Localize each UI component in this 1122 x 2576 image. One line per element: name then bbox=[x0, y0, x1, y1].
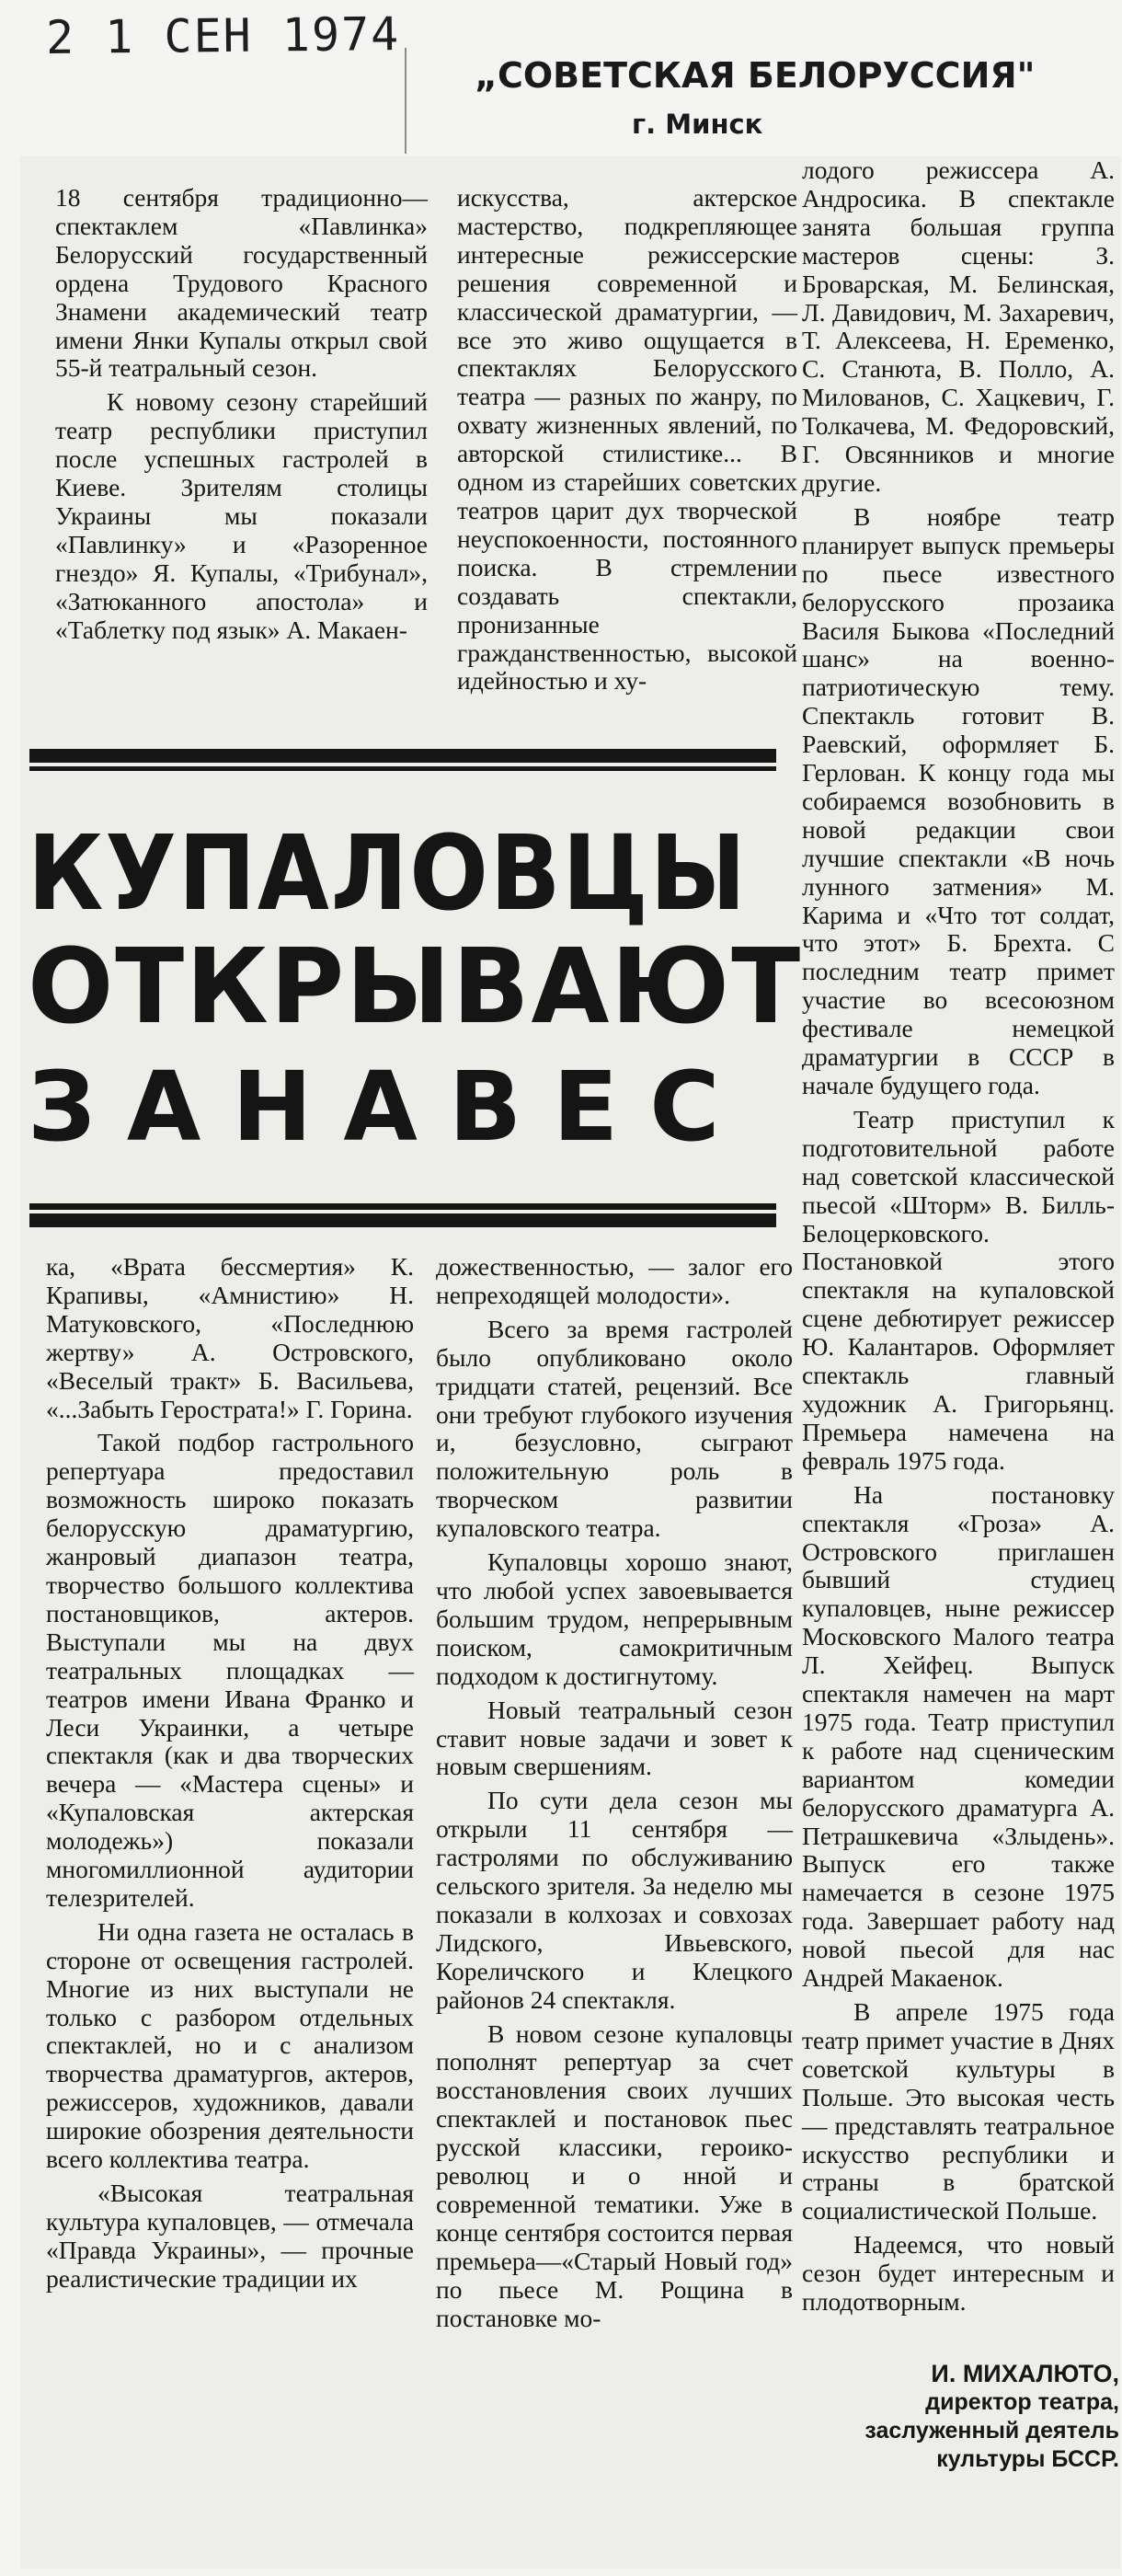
newspaper-city: г. Минск bbox=[632, 109, 763, 140]
article-paragraph: 18 сентября традиционно—спектаклем «Павлинка» Белорусский государственный ордена Трудового Красного Знамени академический театр имени Янки Купалы открыл свой 55-й театральный сезон. bbox=[55, 183, 428, 383]
article-column-4 bbox=[46, 1253, 414, 2299]
article-column-3 bbox=[802, 156, 1115, 2322]
article-paragraph: Купаловцы хорошо знают, что любой успех завоевывается большим трудом, непрерывным поиском, самокритичным подходом к достигнутому. bbox=[436, 1547, 793, 1690]
article-column-5 bbox=[436, 1253, 793, 2339]
author-title: директор театра, заслуженный деятель культуры БССР. bbox=[864, 2389, 1119, 2472]
article-paragraph: На постановку спектакля «Гроза» А. Островского приглашен бывший студиец купаловцев, ныне режиссер Московского Малого театра Л. Хейфец. Выпуск спектакля намечен на март 1975 года. Театр приступил к работе над сценическим вариантом комедии белорусского драматурга А. Петрашкевича «Злыдень». Выпуск его также намечается в сезоне 1975 года. Завершает работу над новой пьесой для нас Андрей Макаенок. bbox=[802, 1479, 1115, 1993]
newspaper-article bbox=[20, 156, 1120, 2569]
article-paragraph: В апреле 1975 года театр примет участие в Днях советской культуры в Польше. Это высокая честь — представлять театральное искусство республики и страны в братской социалистической Польше. bbox=[802, 1997, 1115, 2225]
headline-rule-top bbox=[29, 749, 776, 763]
article-paragraph: Такой подбор гастрольного репертуара предоставил возможность широко показать белорусскую драматургию, жанровый диапазон театра, творчество большого коллектива постановщиков, актеров. Выступали мы на двух театральных площадках — театров имени Ивана Франко и Леси Украинки, а четыре спектакля (как и два творческих вечера — «Мастера сцены» и «Купаловская актерская молодежь») показали многомиллионной аудитории телезрителей. bbox=[46, 1428, 414, 1912]
article-paragraph: дожественностью, — залог его непреходящей молодости». bbox=[436, 1252, 793, 1309]
headline-rule-bottom-thin bbox=[29, 1203, 776, 1210]
author-name: И. МИХАЛЮТО, bbox=[931, 2360, 1119, 2387]
article-paragraph: К новому сезону старейший театр республики приступил после успешных гастролей в Киеве. Зрителям столицы Украины мы показали «Павлинку» и «Разоренное гнездо» Я. Купалы, «Трибунал», «Затюканного апостола» и «Таблетку под язык» А. Макаен- bbox=[55, 387, 428, 644]
headline-rule-top-thin bbox=[29, 766, 776, 771]
article-paragraph: ка, «Врата бессмертия» К. Крапивы, «Амнистию» Н. Матуковского, «Последнюю жертву» А. Островского, «Веселый тракт» Б. Васильева, «...Забыть Герострата!» Г. Горина. bbox=[46, 1252, 414, 1423]
article-paragraph: «Высокая театральная культура купаловцев, — отмечала «Правда Украины», — прочные реалистические традиции их bbox=[46, 2179, 414, 2293]
article-paragraph: Театр приступил к подготовительной работе над советской классической пьесой «Шторм» В. Билль-Белоцерковского. Постановкой этого спектакля на купаловской сцене дебютирует режиссер Ю. Калантаров. Оформляет спектакль главный художник А. Григорьянц. Премьера намечена на февраль 1975 года. bbox=[802, 1104, 1115, 1475]
newspaper-name: „СОВЕТСКАЯ БЕЛОРУССИЯ" bbox=[475, 55, 1036, 96]
headline-line-2: ОТКРЫВАЮТ bbox=[28, 927, 803, 1047]
article-paragraph: В новом сезоне купаловцы пополнят репертуар за счет восстановления своих лучших спектаклей и постановок пьес русской классики, героико-революц и о нной и современной тематики. Уже в конце сентября состоится первая премьера—«Старый Новый год» по пьесе М. Рощина в постановке мо- bbox=[436, 2018, 793, 2332]
article-column-2 bbox=[457, 184, 797, 701]
article-paragraph: Надеемся, что новый сезон будет интересным и плодотворным. bbox=[802, 2230, 1115, 2317]
headline-rule-bottom bbox=[29, 1213, 776, 1227]
article-paragraph: искусства, актерское мастерство, подкрепляющее интересные режиссерские решения современной и классической драматургии, — все это живо ощущается в спектаклях Белорусского театра — разных по жанру, по охвату жизненных явлений, по авторской стилистике... В одном из старейших советских театров царит дух творческой неуспокоенности, постоянного поиска. В стремлении создавать спектакли, пронизанные гражданственностью, высокой идейностью и ху- bbox=[457, 183, 797, 696]
article-column-1 bbox=[55, 184, 428, 650]
article-paragraph: Всего за время гастролей было опубликовано около тридцати статей, рецензий. Все они требуют глубокого изучения и, безусловно, сыграют положительную роль в творческом развитии купаловского театра. bbox=[436, 1314, 793, 1543]
article-paragraph: Ни одна газета не осталась в стороне от освещения гастролей. Многие из них выступали не только с разбором отдельных спектаклей, но и с анализом творчества драматургов, актеров, режиссеров, художников, давали широкие обозрения деятельности всего коллектива театра. bbox=[46, 1916, 414, 2174]
article-paragraph: Новый театральный сезон ставит новые задачи и зовет к новым свершениям. bbox=[436, 1695, 793, 1781]
author-signature bbox=[811, 2360, 1119, 2474]
article-paragraph: В ноябре театр планирует выпуск премьеры по пьесе известного белорусского прозаика Василя Быкова «Последний шанс» на военно-патриотическую тему. Спектакль готовит В. Раевский, оформляет Б. Герлован. К концу года мы собираемся возобновить в новой редакции свои лучшие спектакли «В ночь лунного затмения» М. Карима и «Что тот солдат, что этот» Б. Брехта. С последним театр примет участие во всесоюзном фестивале немецкой драматургии в СССР в начале будущего года. bbox=[802, 501, 1115, 1099]
headline-line-3: ЗАНАВЕС bbox=[28, 1051, 751, 1163]
headline-line-1: КУПАЛОВЦЫ bbox=[28, 814, 748, 934]
source-label bbox=[405, 48, 1069, 154]
article-paragraph: лодого режиссера А. Андросика. В спектакле занята большая группа мастеров сцены: З. Броварская, М. Белинская, Л. Давидович, М. Захаревич, Т. Алексеева, Н. Еременко, С. Станюта, В. Полло, А. Милованов, С. Хацкевич, Г. Толкачева, М. Федоровский, Г. Овсянников и многие другие. bbox=[802, 155, 1115, 497]
article-paragraph: По сути дела сезон мы открыли 11 сентября — гастролями по обслуживанию сельского зрителя. За неделю мы показали в колхозах и совхозах Лидского, Ивьевского, Кореличского и Клецкого районов 24 спектакля. bbox=[436, 1786, 793, 2014]
date-stamp: 2 1 СЕН 1974 bbox=[45, 6, 401, 65]
